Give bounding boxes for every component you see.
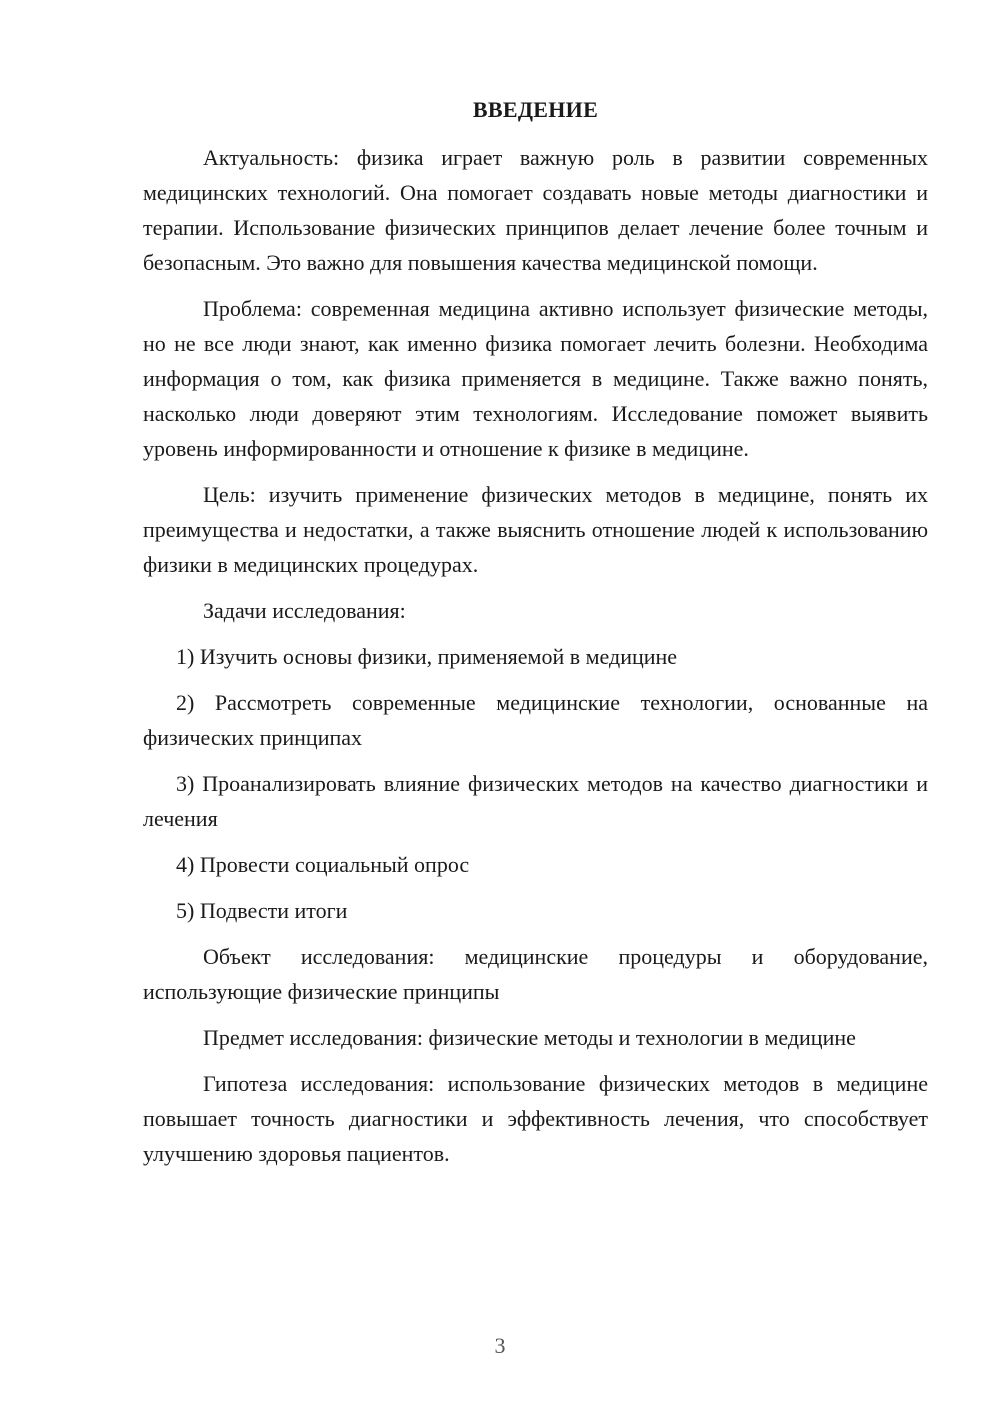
problem-paragraph: Проблема: современная медицина активно использует физические методы, но не все люди знают, как именно физика помогает лечить болезни. Необходима информация о том, как физика применяется в медицине. Также важно понять, насколько люди доверяют этим технологиям. Исследование поможет выявить уровень информированности и отношение к физике в медицине. (143, 296, 928, 461)
page-number: 3 (494, 1333, 506, 1358)
document-page (143, 94, 928, 1182)
object-paragraph: Объект исследования: медицинские процедуры и оборудование, использующие физические принципы (143, 944, 928, 1004)
subject-paragraph: Предмет исследования: физические методы и технологии в медицине (203, 1025, 856, 1050)
relevance-paragraph: Актуальность: физика играет важную роль в развитии современных медицинских технологий. Она помогает создавать новые методы диагностики и терапии. Использование физических принципов делает лечение более точным и безопасным. Это важно для повышения качества медицинской помощи. (143, 145, 928, 275)
hypothesis-paragraph: Гипотеза исследования: использование физических методов в медицине повышает точность диагностики и эффективность лечения, что способствует улучшению здоровья пациентов. (143, 1071, 928, 1166)
task-item: 5) Подвести итоги (176, 898, 348, 923)
task-item: 2) Рассмотреть современные медицинские технологии, основанные на физических принципах (143, 690, 928, 750)
task-item: 3) Проанализировать влияние физических методов на качество диагностики и лечения (143, 771, 928, 831)
task-item: 4) Провести социальный опрос (176, 852, 470, 877)
task-item: 1) Изучить основы физики, применяемой в медицине (176, 644, 678, 669)
section-title: ВВЕДЕНИЕ (472, 97, 599, 122)
tasks-heading: Задачи исследования: (203, 598, 406, 623)
goal-paragraph: Цель: изучить применение физических методов в медицине, понять их преимущества и недостатки, а также выяснить отношение людей к использованию физики в медицинских процедурах. (143, 482, 928, 577)
